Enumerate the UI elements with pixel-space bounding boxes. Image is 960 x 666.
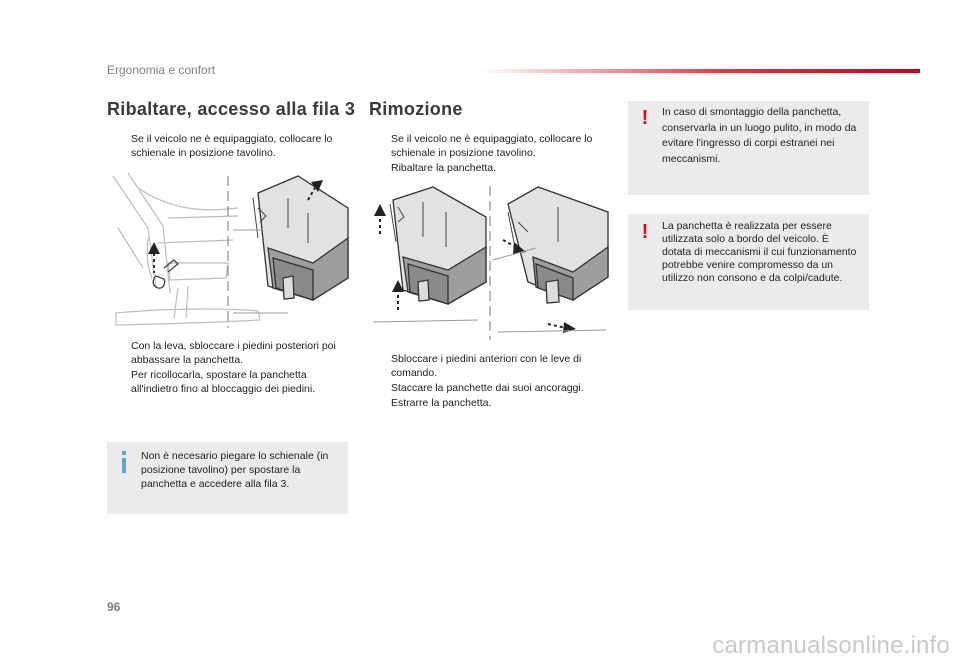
warning-icon: ! (641, 107, 649, 129)
info-text: Non è necesario piegare lo schienale (in posizione tavolino) per spostare la panchetta e accedere alla fila 3. (141, 450, 329, 490)
list-item-text: Se il veicolo ne è equipaggiato, collocare lo schienale in posizione tavolino. (131, 133, 333, 159)
list-item (109, 132, 354, 160)
removal-steps-top (369, 132, 614, 176)
list-item (369, 161, 614, 175)
list-item-text: Sbloccare i piedini anteriori con le leve di comando. (391, 353, 582, 379)
list-item (369, 352, 614, 380)
seat-fold-drawing (108, 168, 350, 330)
seat-removal-drawing (368, 182, 610, 342)
list-item-text: Per ricollocarla, spostare la panchetta all'indietro fino al bloccaggio dei piedini. (131, 369, 316, 395)
fold-steps-bottom (109, 339, 354, 397)
info-icon (119, 451, 129, 473)
watermark: carmanualsonline.info (712, 632, 950, 659)
info-box (107, 442, 348, 514)
page-number: 96 (107, 600, 121, 614)
section-title-removal: Rimozione (369, 99, 463, 119)
warning-icon: ! (641, 221, 649, 243)
illustration-seat-fold (108, 168, 350, 330)
list-item-text: Staccare la panchette dai suoi ancoraggi. (391, 382, 584, 394)
list-item-text: Con la leva, sbloccare i piedini posteriori poi abbassare la panchetta. (131, 340, 336, 366)
list-item-text: Se il veicolo ne è equipaggiato, collocare lo schienale in posizione tavolino. (391, 133, 593, 159)
warning-text: La panchetta è realizzata per essere utilizzata solo a bordo del veicolo. È dotata di meccanismi il cui funzionamento potrebbe venire compromesso da un utilizzo non consono e da colpi/cadute. (662, 220, 857, 284)
removal-steps-bottom (369, 352, 614, 411)
list-item-text: Ribaltare la panchetta. (391, 162, 497, 174)
list-item (109, 368, 354, 396)
fold-steps-top (109, 132, 354, 161)
list-item (109, 339, 354, 367)
list-item (369, 132, 614, 160)
list-item-text: Estrarre la panchetta. (391, 397, 492, 409)
header-rule (480, 69, 920, 73)
section-title-fold: Ribaltare, accesso alla fila 3 (107, 99, 356, 119)
illustration-seat-removal (368, 182, 610, 342)
warning-box (628, 101, 869, 195)
list-item (369, 396, 614, 410)
warning-box (628, 214, 869, 310)
list-item (369, 381, 614, 395)
warning-text: In caso di smontaggio della panchetta, conservarla in un luogo pulito, in modo da evitare l'ingresso di corpi estranei nei meccanismi. (662, 106, 857, 165)
section-label: Ergonomia e confort (107, 63, 216, 77)
